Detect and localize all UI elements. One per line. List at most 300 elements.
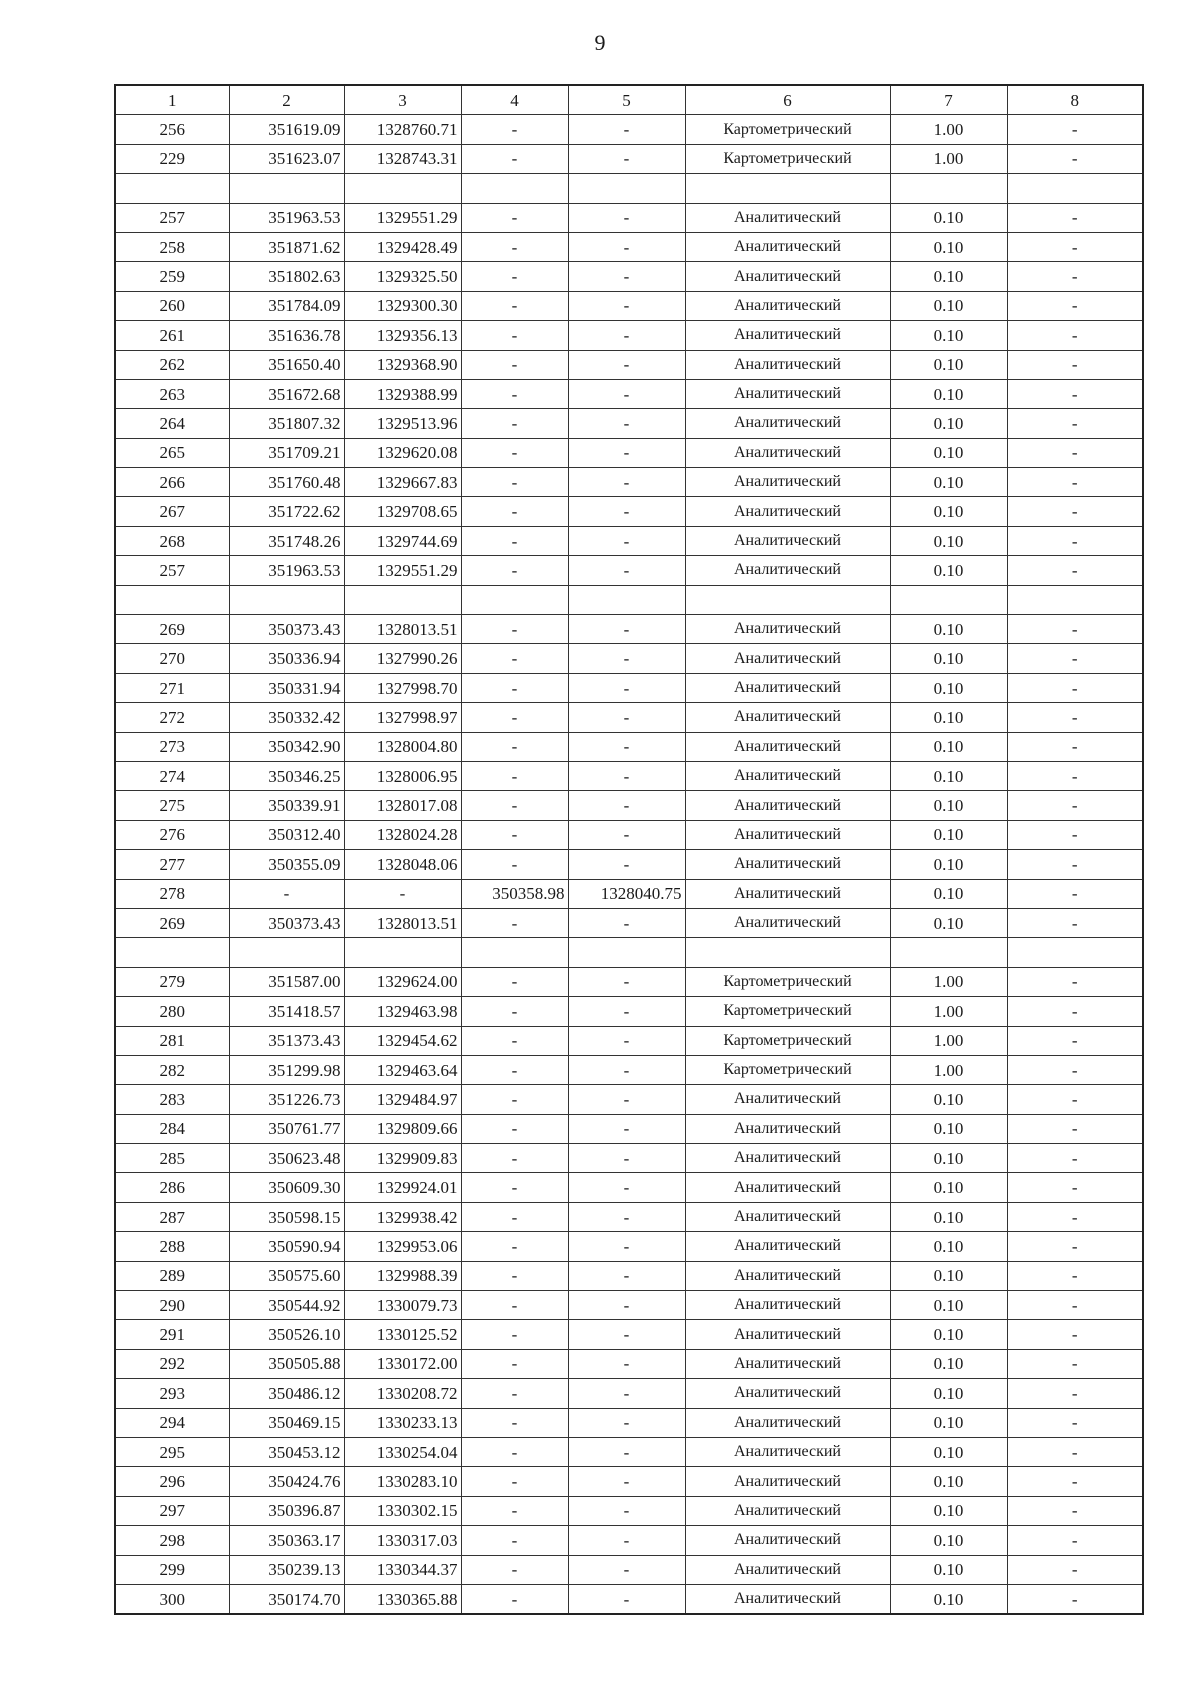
point-number-cell: 262 xyxy=(115,350,229,379)
x-new-cell: - xyxy=(461,1173,568,1202)
y-coordinate-cell: 1328743.31 xyxy=(344,144,461,173)
table-row xyxy=(115,1144,1143,1173)
point-number-cell: 296 xyxy=(115,1467,229,1496)
y-coordinate-cell: 1330344.37 xyxy=(344,1555,461,1584)
x-new-cell: - xyxy=(461,997,568,1026)
x-coordinate-cell: 351650.40 xyxy=(229,350,344,379)
x-new-cell: - xyxy=(461,262,568,291)
method-cell: Аналитический xyxy=(685,1261,890,1290)
point-number-cell: 256 xyxy=(115,115,229,144)
note-cell xyxy=(1007,174,1143,203)
y-coordinate-cell: 1330125.52 xyxy=(344,1320,461,1349)
x-new-cell: - xyxy=(461,1114,568,1143)
method-cell: Аналитический xyxy=(685,1379,890,1408)
y-coordinate-cell: 1328013.51 xyxy=(344,908,461,937)
accuracy-cell: 0.10 xyxy=(890,468,1007,497)
x-coordinate-cell xyxy=(229,585,344,614)
method-cell: Аналитический xyxy=(685,732,890,761)
accuracy-cell: 0.10 xyxy=(890,761,1007,790)
table-row xyxy=(115,262,1143,291)
note-cell xyxy=(1007,938,1143,967)
method-cell: Аналитический xyxy=(685,409,890,438)
x-coordinate-cell: 351963.53 xyxy=(229,203,344,232)
x-coordinate-cell: 350623.48 xyxy=(229,1144,344,1173)
y-coordinate-cell: 1328024.28 xyxy=(344,820,461,849)
y-coordinate-cell: 1329513.96 xyxy=(344,409,461,438)
x-new-cell xyxy=(461,174,568,203)
method-cell: Аналитический xyxy=(685,379,890,408)
accuracy-cell: 0.10 xyxy=(890,556,1007,585)
table-row xyxy=(115,1114,1143,1143)
table-row xyxy=(115,291,1143,320)
y-coordinate-cell: 1329988.39 xyxy=(344,1261,461,1290)
table-row xyxy=(115,967,1143,996)
y-new-cell: - xyxy=(568,673,685,702)
x-new-cell: - xyxy=(461,409,568,438)
method-cell: Аналитический xyxy=(685,232,890,261)
table-row xyxy=(115,585,1143,614)
y-new-cell: - xyxy=(568,291,685,320)
x-coordinate-cell: 351871.62 xyxy=(229,232,344,261)
method-cell: Аналитический xyxy=(685,1437,890,1466)
accuracy-cell: 0.10 xyxy=(890,379,1007,408)
accuracy-cell: 0.10 xyxy=(890,820,1007,849)
point-number-cell: 282 xyxy=(115,1055,229,1084)
table-row xyxy=(115,1379,1143,1408)
point-number-cell: 278 xyxy=(115,879,229,908)
y-coordinate-cell: 1328017.08 xyxy=(344,791,461,820)
y-new-cell: - xyxy=(568,1467,685,1496)
x-new-cell: - xyxy=(461,497,568,526)
x-coordinate-cell: 350346.25 xyxy=(229,761,344,790)
point-number-cell: 283 xyxy=(115,1085,229,1114)
table-row xyxy=(115,379,1143,408)
note-cell: - xyxy=(1007,1055,1143,1084)
x-new-cell: - xyxy=(461,1085,568,1114)
x-coordinate-cell: 351619.09 xyxy=(229,115,344,144)
note-cell: - xyxy=(1007,1144,1143,1173)
point-number-cell: 267 xyxy=(115,497,229,526)
accuracy-cell: 0.10 xyxy=(890,1467,1007,1496)
table-row xyxy=(115,644,1143,673)
y-coordinate-cell: 1327998.70 xyxy=(344,673,461,702)
x-coordinate-cell: - xyxy=(229,879,344,908)
point-number-cell: 268 xyxy=(115,526,229,555)
y-coordinate-cell: 1329356.13 xyxy=(344,321,461,350)
note-cell: - xyxy=(1007,1408,1143,1437)
y-new-cell: - xyxy=(568,1232,685,1261)
method-cell: Аналитический xyxy=(685,321,890,350)
y-coordinate-cell: 1330254.04 xyxy=(344,1437,461,1466)
x-coordinate-cell xyxy=(229,174,344,203)
note-cell: - xyxy=(1007,673,1143,702)
method-cell: Аналитический xyxy=(685,1496,890,1525)
x-new-cell: - xyxy=(461,644,568,673)
point-number-cell: 291 xyxy=(115,1320,229,1349)
point-number-cell: 263 xyxy=(115,379,229,408)
x-new-cell: - xyxy=(461,703,568,732)
table-row xyxy=(115,908,1143,937)
point-number-cell xyxy=(115,585,229,614)
method-cell: Аналитический xyxy=(685,791,890,820)
accuracy-cell: 0.10 xyxy=(890,1526,1007,1555)
table-row xyxy=(115,820,1143,849)
note-cell: - xyxy=(1007,497,1143,526)
note-cell: - xyxy=(1007,1584,1143,1614)
point-number-cell: 259 xyxy=(115,262,229,291)
accuracy-cell: 0.10 xyxy=(890,732,1007,761)
y-new-cell: - xyxy=(568,379,685,408)
method-cell: Аналитический xyxy=(685,1526,890,1555)
method-cell: Аналитический xyxy=(685,468,890,497)
x-coordinate-cell: 350174.70 xyxy=(229,1584,344,1614)
x-new-cell: - xyxy=(461,791,568,820)
page-number: 9 xyxy=(594,30,606,55)
y-new-cell: - xyxy=(568,409,685,438)
x-new-cell: - xyxy=(461,967,568,996)
x-coordinate-cell: 351299.98 xyxy=(229,1055,344,1084)
y-coordinate-cell: 1329620.08 xyxy=(344,438,461,467)
point-number-cell xyxy=(115,174,229,203)
note-cell: - xyxy=(1007,732,1143,761)
y-new-cell: - xyxy=(568,1437,685,1466)
column-header: 8 xyxy=(1007,85,1143,115)
x-new-cell: - xyxy=(461,1379,568,1408)
note-cell: - xyxy=(1007,232,1143,261)
accuracy-cell: 0.10 xyxy=(890,291,1007,320)
x-new-cell: - xyxy=(461,438,568,467)
y-new-cell: - xyxy=(568,1291,685,1320)
x-new-cell: - xyxy=(461,850,568,879)
x-coordinate-cell: 350336.94 xyxy=(229,644,344,673)
x-new-cell: - xyxy=(461,732,568,761)
y-new-cell: - xyxy=(568,615,685,644)
y-coordinate-cell: 1328760.71 xyxy=(344,115,461,144)
x-coordinate-cell: 350544.92 xyxy=(229,1291,344,1320)
x-new-cell: - xyxy=(461,1232,568,1261)
note-cell: - xyxy=(1007,1437,1143,1466)
method-cell: Аналитический xyxy=(685,850,890,879)
table-row xyxy=(115,703,1143,732)
y-new-cell: - xyxy=(568,1320,685,1349)
point-number-cell: 265 xyxy=(115,438,229,467)
table-row xyxy=(115,850,1143,879)
method-cell: Картометрический xyxy=(685,144,890,173)
point-number-cell: 260 xyxy=(115,291,229,320)
x-coordinate-cell: 350424.76 xyxy=(229,1467,344,1496)
table-row xyxy=(115,321,1143,350)
x-coordinate-cell: 350239.13 xyxy=(229,1555,344,1584)
x-coordinate-cell: 351722.62 xyxy=(229,497,344,526)
point-number-cell: 257 xyxy=(115,203,229,232)
y-coordinate-cell: 1329428.49 xyxy=(344,232,461,261)
y-coordinate-cell: 1329953.06 xyxy=(344,1232,461,1261)
method-cell: Аналитический xyxy=(685,1173,890,1202)
x-new-cell xyxy=(461,585,568,614)
table-row xyxy=(115,350,1143,379)
x-coordinate-cell: 351373.43 xyxy=(229,1026,344,1055)
x-coordinate-cell: 350590.94 xyxy=(229,1232,344,1261)
table-row xyxy=(115,174,1143,203)
note-cell: - xyxy=(1007,291,1143,320)
accuracy-cell: 1.00 xyxy=(890,115,1007,144)
y-new-cell: - xyxy=(568,908,685,937)
note-cell: - xyxy=(1007,1496,1143,1525)
method-cell: Аналитический xyxy=(685,1408,890,1437)
table-row xyxy=(115,497,1143,526)
note-cell: - xyxy=(1007,556,1143,585)
method-cell: Аналитический xyxy=(685,291,890,320)
x-coordinate-cell: 351672.68 xyxy=(229,379,344,408)
x-new-cell: - xyxy=(461,820,568,849)
x-new-cell: - xyxy=(461,144,568,173)
accuracy-cell: 1.00 xyxy=(890,1055,1007,1084)
point-number-cell: 261 xyxy=(115,321,229,350)
point-number-cell: 269 xyxy=(115,615,229,644)
y-coordinate-cell: 1330172.00 xyxy=(344,1349,461,1378)
x-coordinate-cell: 350342.90 xyxy=(229,732,344,761)
method-cell: Аналитический xyxy=(685,908,890,937)
y-new-cell: - xyxy=(568,468,685,497)
x-new-cell: - xyxy=(461,761,568,790)
point-number-cell: 285 xyxy=(115,1144,229,1173)
method-cell: Аналитический xyxy=(685,1555,890,1584)
x-new-cell: - xyxy=(461,526,568,555)
y-new-cell: - xyxy=(568,1202,685,1231)
method-cell: Аналитический xyxy=(685,615,890,644)
y-coordinate-cell xyxy=(344,938,461,967)
y-new-cell: - xyxy=(568,1114,685,1143)
y-new-cell: - xyxy=(568,497,685,526)
note-cell: - xyxy=(1007,615,1143,644)
note-cell: - xyxy=(1007,850,1143,879)
point-number-cell: 266 xyxy=(115,468,229,497)
x-new-cell: - xyxy=(461,203,568,232)
table-row xyxy=(115,791,1143,820)
x-new-cell: - xyxy=(461,232,568,261)
table-row xyxy=(115,1526,1143,1555)
column-header: 3 xyxy=(344,85,461,115)
y-new-cell: - xyxy=(568,1261,685,1290)
note-cell xyxy=(1007,585,1143,614)
point-number-cell: 275 xyxy=(115,791,229,820)
method-cell: Аналитический xyxy=(685,203,890,232)
method-cell: Аналитический xyxy=(685,1085,890,1114)
y-coordinate-cell: 1329325.50 xyxy=(344,262,461,291)
note-cell: - xyxy=(1007,438,1143,467)
table-row xyxy=(115,673,1143,702)
accuracy-cell: 0.10 xyxy=(890,232,1007,261)
accuracy-cell: 0.10 xyxy=(890,1232,1007,1261)
point-number-cell: 280 xyxy=(115,997,229,1026)
note-cell: - xyxy=(1007,703,1143,732)
note-cell: - xyxy=(1007,203,1143,232)
table-row xyxy=(115,1026,1143,1055)
table-row xyxy=(115,203,1143,232)
y-new-cell: - xyxy=(568,1144,685,1173)
y-new-cell: - xyxy=(568,791,685,820)
method-cell: Аналитический xyxy=(685,761,890,790)
x-new-cell: - xyxy=(461,1144,568,1173)
y-coordinate-cell: 1328004.80 xyxy=(344,732,461,761)
x-coordinate-cell: 350469.15 xyxy=(229,1408,344,1437)
point-number-cell: 271 xyxy=(115,673,229,702)
y-new-cell: - xyxy=(568,761,685,790)
point-number-cell: 298 xyxy=(115,1526,229,1555)
method-cell: Аналитический xyxy=(685,438,890,467)
accuracy-cell: 1.00 xyxy=(890,1026,1007,1055)
note-cell: - xyxy=(1007,526,1143,555)
x-new-cell: - xyxy=(461,1261,568,1290)
table-row xyxy=(115,938,1143,967)
accuracy-cell: 0.10 xyxy=(890,908,1007,937)
note-cell: - xyxy=(1007,350,1143,379)
accuracy-cell xyxy=(890,585,1007,614)
x-coordinate-cell: 351802.63 xyxy=(229,262,344,291)
table-row xyxy=(115,556,1143,585)
accuracy-cell xyxy=(890,938,1007,967)
point-number-cell: 288 xyxy=(115,1232,229,1261)
point-number-cell: 295 xyxy=(115,1437,229,1466)
x-new-cell: - xyxy=(461,1496,568,1525)
table-row xyxy=(115,1408,1143,1437)
y-new-cell: - xyxy=(568,144,685,173)
x-new-cell: - xyxy=(461,1055,568,1084)
x-coordinate-cell: 351418.57 xyxy=(229,997,344,1026)
x-coordinate-cell: 351748.26 xyxy=(229,526,344,555)
table-row xyxy=(115,732,1143,761)
x-new-cell: - xyxy=(461,291,568,320)
accuracy-cell: 0.10 xyxy=(890,1496,1007,1525)
y-new-cell: - xyxy=(568,1349,685,1378)
y-new-cell: - xyxy=(568,350,685,379)
accuracy-cell xyxy=(890,174,1007,203)
y-coordinate-cell: 1329809.66 xyxy=(344,1114,461,1143)
column-header: 7 xyxy=(890,85,1007,115)
x-coordinate-cell: 351623.07 xyxy=(229,144,344,173)
x-new-cell: - xyxy=(461,1320,568,1349)
note-cell: - xyxy=(1007,1349,1143,1378)
table-row xyxy=(115,1584,1143,1614)
table-row xyxy=(115,615,1143,644)
x-new-cell: - xyxy=(461,321,568,350)
method-cell: Аналитический xyxy=(685,1320,890,1349)
x-coordinate-cell: 350331.94 xyxy=(229,673,344,702)
method-cell: Аналитический xyxy=(685,497,890,526)
x-coordinate-cell: 351807.32 xyxy=(229,409,344,438)
table-row xyxy=(115,144,1143,173)
y-coordinate-cell: 1329744.69 xyxy=(344,526,461,555)
point-number-cell: 293 xyxy=(115,1379,229,1408)
y-new-cell: - xyxy=(568,997,685,1026)
note-cell: - xyxy=(1007,1114,1143,1143)
y-new-cell: - xyxy=(568,1026,685,1055)
y-coordinate-cell xyxy=(344,174,461,203)
method-cell: Аналитический xyxy=(685,1114,890,1143)
note-cell: - xyxy=(1007,967,1143,996)
point-number-cell: 290 xyxy=(115,1291,229,1320)
method-cell: Картометрический xyxy=(685,115,890,144)
y-new-cell: - xyxy=(568,1379,685,1408)
column-header: 5 xyxy=(568,85,685,115)
note-cell: - xyxy=(1007,1232,1143,1261)
table-row xyxy=(115,1085,1143,1114)
note-cell: - xyxy=(1007,761,1143,790)
point-number-cell: 229 xyxy=(115,144,229,173)
x-coordinate-cell: 350312.40 xyxy=(229,820,344,849)
table-row xyxy=(115,879,1143,908)
point-number-cell: 279 xyxy=(115,967,229,996)
x-coordinate-cell: 350505.88 xyxy=(229,1349,344,1378)
y-coordinate-cell: 1328006.95 xyxy=(344,761,461,790)
accuracy-cell: 0.10 xyxy=(890,1408,1007,1437)
x-coordinate-cell: 350761.77 xyxy=(229,1114,344,1143)
accuracy-cell: 0.10 xyxy=(890,1584,1007,1614)
column-header: 2 xyxy=(229,85,344,115)
x-new-cell: 350358.98 xyxy=(461,879,568,908)
table-row xyxy=(115,1055,1143,1084)
point-number-cell: 272 xyxy=(115,703,229,732)
point-number-cell: 297 xyxy=(115,1496,229,1525)
y-coordinate-cell: 1329938.42 xyxy=(344,1202,461,1231)
table-row xyxy=(115,526,1143,555)
accuracy-cell: 0.10 xyxy=(890,1437,1007,1466)
x-new-cell: - xyxy=(461,556,568,585)
y-new-cell: - xyxy=(568,115,685,144)
point-number-cell: 286 xyxy=(115,1173,229,1202)
table-header-row xyxy=(115,85,1143,115)
method-cell: Картометрический xyxy=(685,997,890,1026)
accuracy-cell: 0.10 xyxy=(890,1291,1007,1320)
x-coordinate-cell: 351226.73 xyxy=(229,1085,344,1114)
x-coordinate-cell: 350355.09 xyxy=(229,850,344,879)
point-number-cell: 287 xyxy=(115,1202,229,1231)
x-new-cell: - xyxy=(461,1467,568,1496)
y-new-cell: - xyxy=(568,644,685,673)
y-new-cell: - xyxy=(568,526,685,555)
x-coordinate-cell: 351709.21 xyxy=(229,438,344,467)
note-cell: - xyxy=(1007,1320,1143,1349)
y-coordinate-cell: 1329708.65 xyxy=(344,497,461,526)
x-new-cell: - xyxy=(461,468,568,497)
method-cell: Аналитический xyxy=(685,1467,890,1496)
note-cell: - xyxy=(1007,644,1143,673)
accuracy-cell: 0.10 xyxy=(890,321,1007,350)
x-coordinate-cell: 351587.00 xyxy=(229,967,344,996)
note-cell: - xyxy=(1007,1555,1143,1584)
y-coordinate-cell: 1329667.83 xyxy=(344,468,461,497)
note-cell: - xyxy=(1007,468,1143,497)
table-row xyxy=(115,1349,1143,1378)
x-new-cell: - xyxy=(461,379,568,408)
method-cell: Аналитический xyxy=(685,1202,890,1231)
table-row xyxy=(115,1496,1143,1525)
point-number-cell: 294 xyxy=(115,1408,229,1437)
accuracy-cell: 1.00 xyxy=(890,997,1007,1026)
x-new-cell: - xyxy=(461,1026,568,1055)
accuracy-cell: 0.10 xyxy=(890,526,1007,555)
point-number-cell: 284 xyxy=(115,1114,229,1143)
method-cell: Аналитический xyxy=(685,350,890,379)
y-new-cell xyxy=(568,585,685,614)
point-number-cell: 300 xyxy=(115,1584,229,1614)
method-cell: Аналитический xyxy=(685,1232,890,1261)
table-row xyxy=(115,1173,1143,1202)
table-row xyxy=(115,1437,1143,1466)
accuracy-cell: 0.10 xyxy=(890,644,1007,673)
point-number-cell: 276 xyxy=(115,820,229,849)
x-coordinate-cell: 350332.42 xyxy=(229,703,344,732)
